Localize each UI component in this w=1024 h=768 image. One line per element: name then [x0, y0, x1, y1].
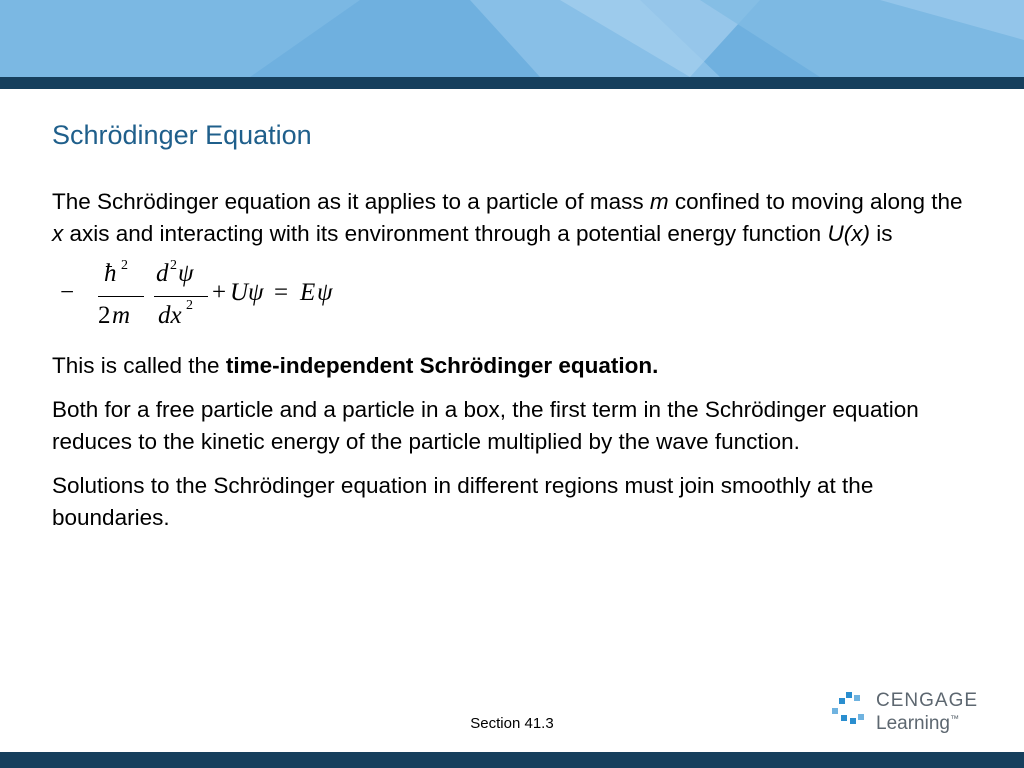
eq-d: d — [156, 260, 169, 287]
eq-energy: E — [300, 279, 316, 306]
definition-paragraph — [52, 350, 972, 382]
eq-psi-right: ψ — [317, 279, 333, 306]
potential-symbol: U(x) — [827, 221, 870, 246]
slide-title: Schrödinger Equation — [52, 120, 312, 150]
header-banner-graphic — [0, 0, 1024, 77]
mass-symbol: m — [649, 189, 669, 214]
eq-two: 2 — [98, 302, 111, 329]
schrodinger-equation — [60, 258, 380, 340]
slide-content — [52, 186, 972, 546]
kinetic-energy-paragraph: Both for a free particle and a particle in a box, the first term in the Schrödinger equation reduces to the kinetic energy of the particle multiplied by the wave function. — [52, 397, 919, 454]
header-rule — [0, 77, 1024, 89]
cengage-mark-icon — [832, 692, 870, 732]
intro-paragraph — [52, 186, 972, 250]
eq-potential: U — [230, 279, 249, 306]
eq-psi-numerator: ψ — [178, 260, 194, 287]
logo-trademark: ™ — [949, 713, 959, 724]
logo-wordmark: CENGAGE — [876, 690, 979, 711]
eq-minus: − — [60, 279, 75, 306]
intro-text-1: The Schrödinger equation as it applies to a particle of mass — [52, 189, 650, 214]
header-banner — [0, 0, 1024, 77]
section-label: Section 41.3 — [470, 715, 554, 732]
eq-dx: dx — [158, 302, 182, 329]
eq-fraction-bar-2 — [154, 296, 208, 297]
boundary-paragraph: Solutions to the Schrödinger equation in different regions must join smoothly at the boundaries. — [52, 473, 874, 530]
eq-hbar-exponent: 2 — [121, 258, 128, 273]
eq-fraction-bar-1 — [98, 296, 144, 297]
intro-text-2: confined to moving along the — [668, 189, 963, 214]
definition-prefix: This is called the — [52, 353, 226, 378]
logo-learning — [876, 713, 959, 735]
eq-hbar: ħ — [104, 260, 117, 287]
intro-text-4: is — [869, 221, 893, 246]
eq-equals: = — [274, 279, 289, 306]
eq-psi-middle: ψ — [248, 279, 264, 306]
footer-bar — [0, 752, 1024, 768]
logo-learning-text: Learning — [876, 713, 950, 734]
definition-term: time-independent Schrödinger equation. — [225, 353, 659, 378]
eq-dx-exponent: 2 — [186, 298, 193, 313]
cengage-logo — [832, 690, 982, 738]
x-symbol: x — [52, 221, 64, 246]
eq-mass: m — [112, 302, 131, 329]
eq-plus: + — [212, 279, 227, 306]
eq-d-exponent: 2 — [170, 258, 177, 273]
intro-text-3: axis and interacting with its environment through a potential energy function — [63, 221, 828, 246]
